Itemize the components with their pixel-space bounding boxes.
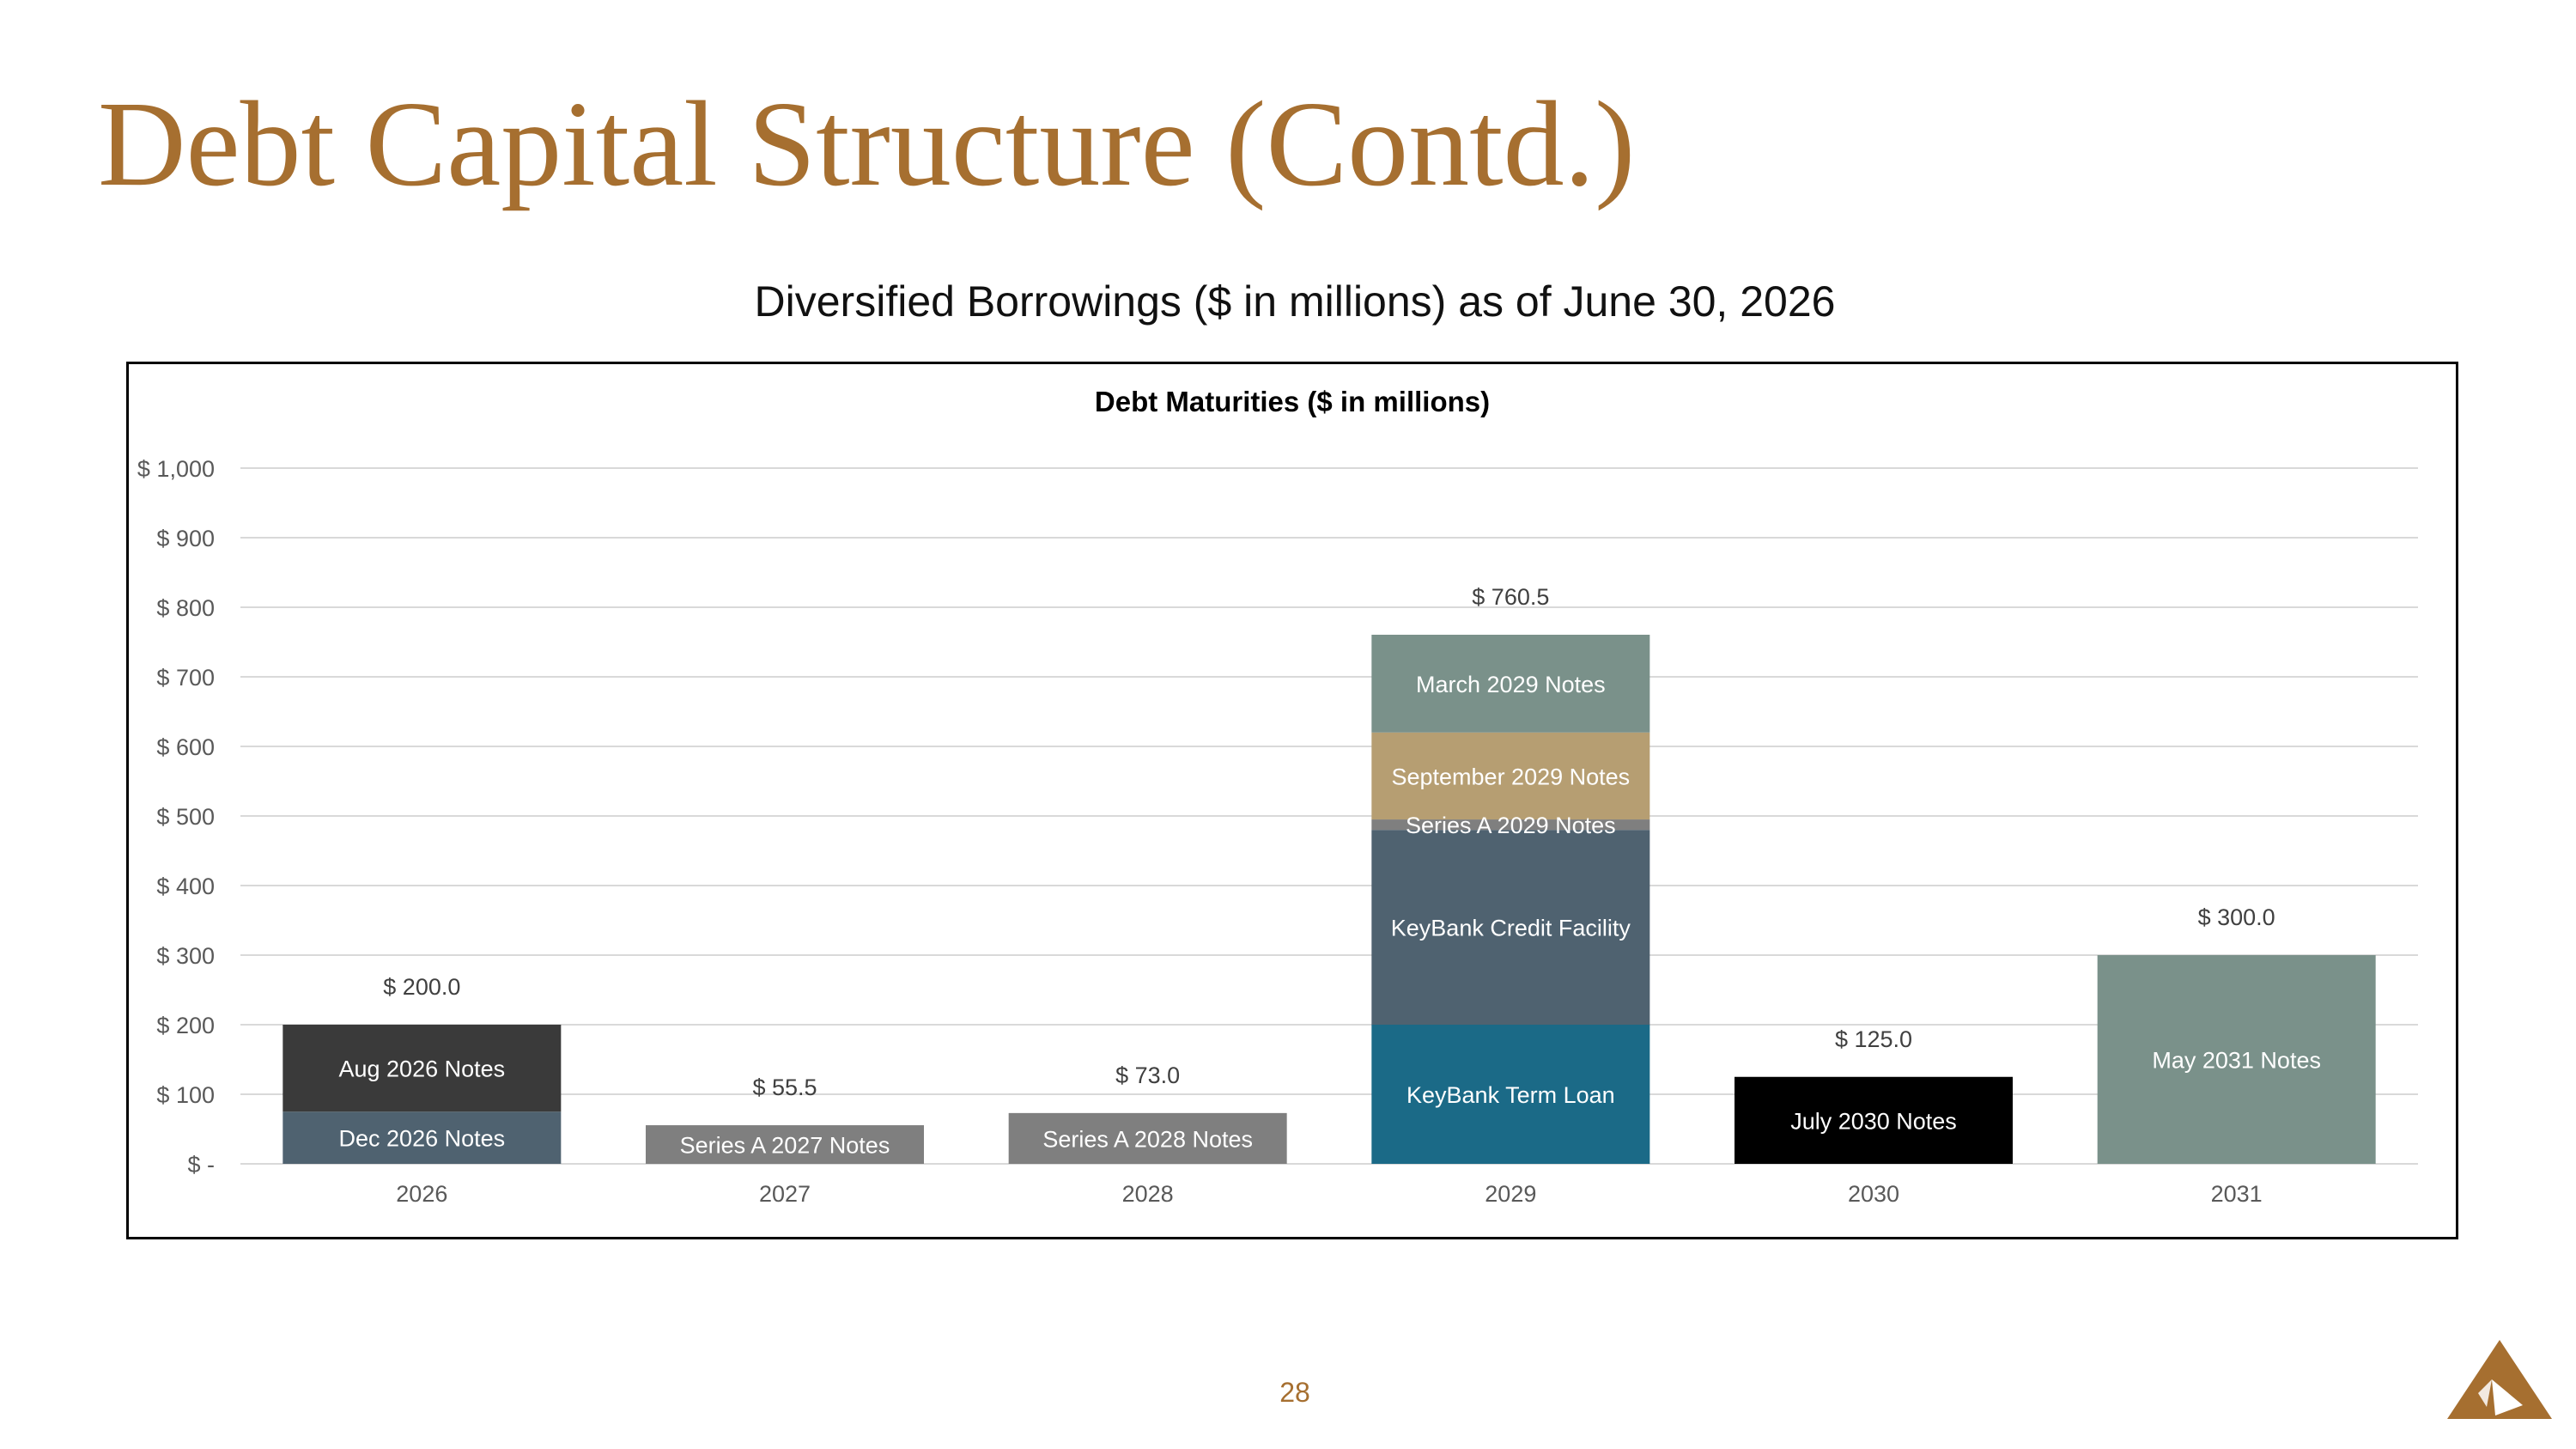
total-label: $ 55.5 (752, 1075, 817, 1101)
y-tick-label: $ 300 (156, 943, 215, 969)
x-tick-label: 2030 (1847, 1181, 1900, 1207)
y-tick-label: $ 700 (156, 665, 215, 691)
x-tick-label: 2031 (2210, 1181, 2263, 1207)
x-tick-label: 2026 (396, 1181, 448, 1207)
segment-label: May 2031 Notes (2152, 1047, 2321, 1074)
total-label: $ 125.0 (1834, 1026, 1913, 1052)
x-tick-label: 2028 (1121, 1181, 1174, 1207)
y-tick-label: $ 1,000 (137, 456, 215, 482)
debt-maturities-chart (129, 364, 2456, 1237)
y-tick-label: $ 800 (156, 595, 215, 621)
segment-labels (339, 672, 2321, 1159)
segment-label: Series A 2028 Notes (1042, 1126, 1254, 1153)
chart-subtitle: Diversified Borrowings ($ in millions) as of June 30, 2026 (754, 277, 1836, 326)
y-tick-label: $ 200 (156, 1013, 215, 1038)
y-tick-label: $ 500 (156, 804, 215, 830)
y-tick-label: $ 600 (156, 734, 215, 760)
total-label: $ 200.0 (383, 974, 461, 1000)
segment-label: KeyBank Credit Facility (1390, 915, 1631, 941)
x-axis-tick-labels (396, 1181, 2262, 1207)
y-tick-label: $ 900 (156, 526, 215, 551)
segment-label: Series A 2029 Notes (1405, 813, 1616, 839)
x-tick-label: 2027 (758, 1181, 811, 1207)
total-labels (383, 584, 2275, 1100)
triangle-logo-icon (2444, 1336, 2555, 1422)
segment-label: March 2029 Notes (1416, 671, 1606, 697)
chart-container (126, 362, 2458, 1239)
total-label: $ 300.0 (2197, 904, 2275, 930)
segment-label: July 2030 Notes (1790, 1108, 1957, 1135)
total-label: $ 73.0 (1115, 1062, 1181, 1088)
total-label: $ 760.5 (1472, 583, 1550, 610)
segment-label: Aug 2026 Notes (338, 1056, 506, 1082)
page-number: 28 (1279, 1377, 1310, 1408)
segment-label: September 2029 Notes (1391, 764, 1631, 790)
x-tick-label: 2029 (1485, 1181, 1537, 1207)
chart-title: Debt Maturities ($ in millions) (1094, 386, 1491, 417)
y-tick-label: $ - (187, 1152, 215, 1178)
segment-label: Dec 2026 Notes (338, 1125, 506, 1152)
bar-segments (283, 635, 2375, 1164)
gridlines (240, 468, 2418, 1164)
y-axis-tick-labels (137, 456, 215, 1178)
y-tick-label: $ 400 (156, 874, 215, 899)
segment-label: KeyBank Term Loan (1406, 1082, 1615, 1108)
y-tick-label: $ 100 (156, 1082, 215, 1108)
page-title: Debt Capital Structure (Contd.) (98, 76, 1636, 211)
segment-label: Series A 2027 Notes (679, 1132, 890, 1159)
